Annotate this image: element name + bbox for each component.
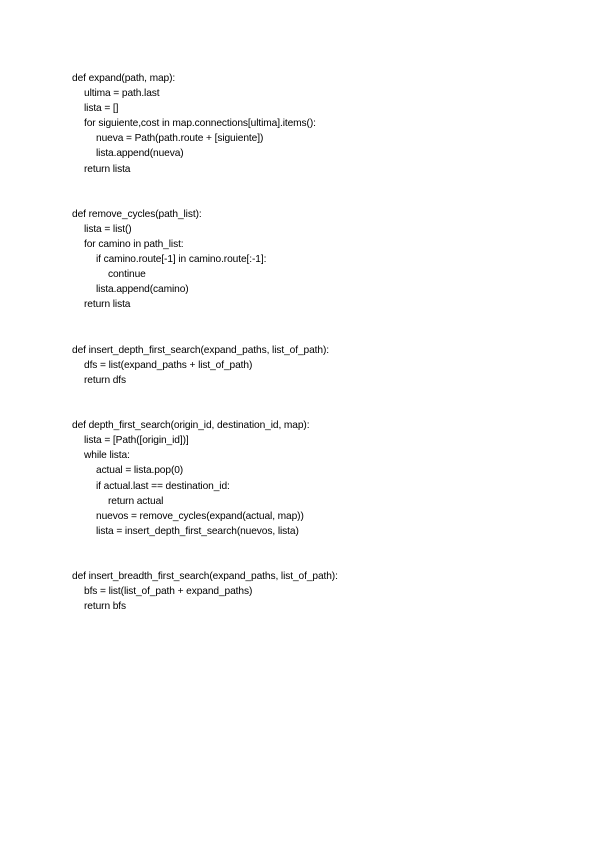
- blank-line: [72, 328, 572, 343]
- blank-line: [72, 177, 572, 192]
- code-line: dfs = list(expand_paths + list_of_path): [84, 359, 253, 371]
- blank-line: [72, 192, 572, 207]
- code-line: return lista: [84, 299, 131, 311]
- function-signature: def remove_cycles(path_list):: [72, 208, 202, 220]
- code-block: [72, 207, 572, 313]
- code-listing: [72, 71, 572, 614]
- code-line: return bfs: [84, 601, 127, 613]
- function-signature: def expand(path, map):: [72, 73, 176, 84]
- code-block: [72, 71, 572, 177]
- code-line: if camino.route[-1] in camino.route[:-1]:: [96, 254, 267, 266]
- code-line: ultima = path.last: [84, 88, 160, 100]
- code-block: [72, 343, 572, 388]
- code-line: for camino in path_list:: [84, 239, 184, 251]
- code-line: lista = []: [84, 103, 119, 115]
- code-line: return dfs: [84, 374, 127, 386]
- function-signature: def insert_depth_first_search(expand_paths, list_of_path):: [72, 344, 329, 356]
- code-line: actual = lista.pop(0): [96, 465, 184, 477]
- code-line: nueva = Path(path.route + [siguiente]): [96, 133, 264, 145]
- code-line: lista.append(nueva): [96, 148, 184, 160]
- code-line: lista = list(): [84, 223, 132, 235]
- blank-line: [72, 388, 572, 403]
- function-signature: def depth_first_search(origin_id, destination_id, map):: [72, 420, 310, 432]
- blank-line: [72, 403, 572, 418]
- code-line: continue: [108, 269, 146, 281]
- code-block: [72, 418, 572, 539]
- blank-line: [72, 539, 572, 554]
- code-line: for siguiente,cost in map.connections[ultima].items():: [84, 118, 316, 130]
- code-block: [72, 569, 572, 614]
- code-line: while lista:: [84, 450, 130, 462]
- code-line: return lista: [84, 163, 131, 175]
- code-line: bfs = list(list_of_path + expand_paths): [84, 586, 253, 598]
- code-line: if actual.last == destination_id:: [96, 480, 230, 492]
- code-line: lista = insert_depth_first_search(nuevos, lista): [96, 525, 299, 537]
- blank-line: [72, 313, 572, 328]
- code-line: nuevos = remove_cycles(expand(actual, map)): [96, 510, 304, 522]
- code-line: lista.append(camino): [96, 284, 189, 296]
- function-signature: def insert_breadth_first_search(expand_paths, list_of_path):: [72, 571, 338, 583]
- code-line: return actual: [108, 495, 164, 507]
- blank-line: [72, 554, 572, 569]
- code-line: lista = [Path([origin_id])]: [84, 435, 189, 447]
